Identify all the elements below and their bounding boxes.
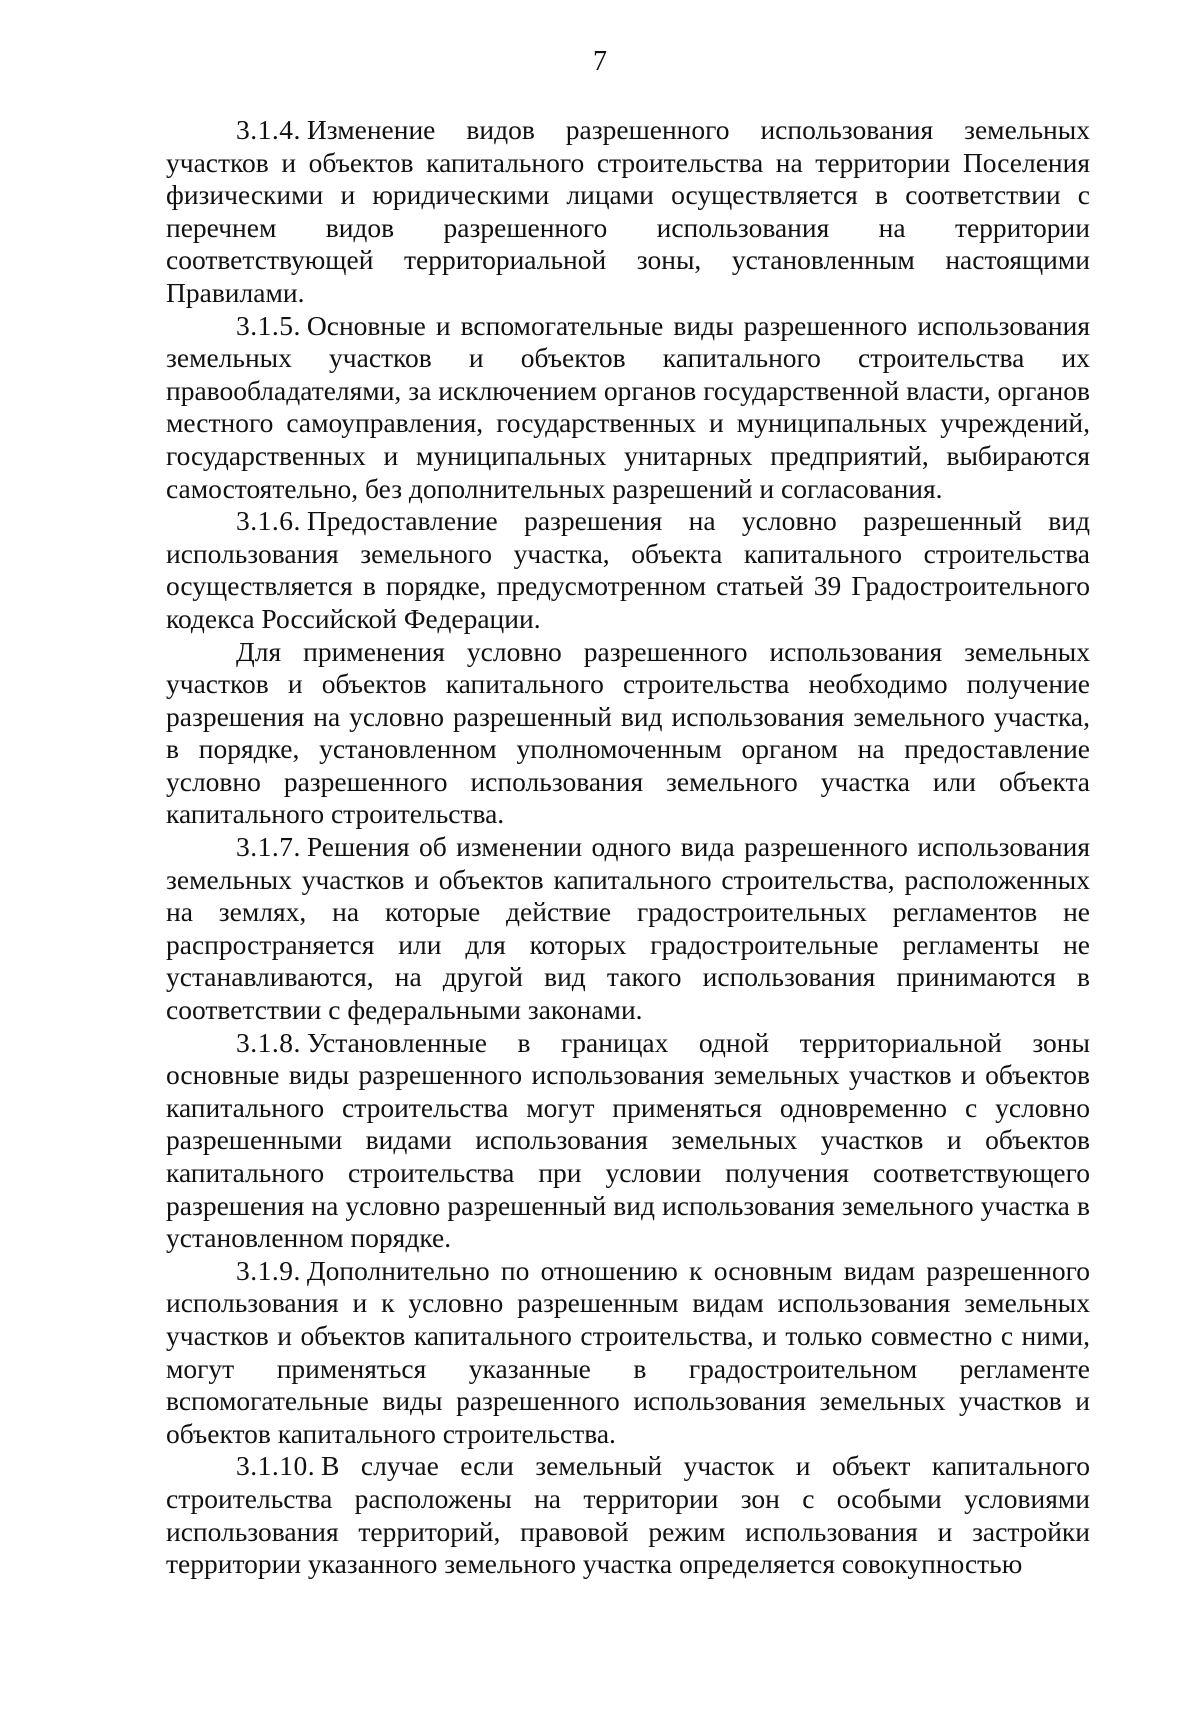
paragraph-text: Предоставление разрешения на условно разрешенный вид использования земельного участка, объекта капитального строительства осуществляется в порядке, предусмотренном статьей 39 Градостроительного кодекса Российской Федерации.: [166, 505, 1090, 634]
paragraph-3-1-4: [166, 114, 1090, 310]
paragraph-3-1-5: [166, 310, 1090, 506]
paragraph-number: 3.1.4.: [236, 114, 301, 145]
paragraph-text: Основные и вспомогательные виды разрешенного использования земельных участков и объектов капитального строительства их правообладателями, за исключением органов государственной власти, органов местного самоуправления, государственных и муниципальных учреждений, государственных и муниципальных унитарных предприятий, выбираются самостоятельно, без дополнительных разрешений и согласования.: [166, 309, 1090, 504]
page-number: 7: [593, 46, 607, 77]
paragraph-number: 3.1.9.: [236, 1254, 301, 1286]
paragraph-number: 3.1.7.: [236, 831, 301, 863]
paragraph-3-1-6-continued: [166, 636, 1090, 832]
paragraph-text: Установленные в границах одной территориальной зоны основные виды разрешенного использования земельных участков и объектов капитального строительства могут применяться одновременно с условно разрешенными видами использования земельных участков и объектов капитального строительства при условии получения соответствующего разрешения на условно разрешенный вид использования земельного участка в установленном порядке.: [166, 1026, 1090, 1254]
paragraph-number: 3.1.8.: [236, 1026, 301, 1058]
paragraph-3-1-6: [166, 505, 1090, 635]
paragraph-number: 3.1.10.: [236, 1450, 316, 1482]
paragraph-number: 3.1.6.: [236, 505, 301, 537]
paragraph-3-1-7: [166, 831, 1090, 1027]
paragraph-text: Дополнительно по отношению к основным видам разрешенного использования и к условно разрешенным видам использования земельных участков и объектов капитального строительства, и только совместно с ними, могут применяться указанные в градостроительном регламенте вспомогательные виды разрешенного использования земельных участков и объектов капитального строительства.: [166, 1254, 1090, 1449]
paragraph-3-1-8: [166, 1027, 1090, 1255]
paragraph-text: В случае если земельный участок и объект капитального строительства расположены на территории зон с особыми условиями использования территорий, правовой режим использования и застройки территории указанного земельного участка определяется совокупностью: [166, 1450, 1090, 1580]
paragraph-3-1-9: [166, 1255, 1090, 1451]
paragraph-text: Изменение видов разрешенного использования земельных участков и объектов капитального строительства на территории Поселения физическими и юридическими лицами осуществляется в соответствии с перечнем видов разрешенного использования на территории соответствующей территориальной зоны, установленным настоящими Правилами.: [166, 114, 1090, 308]
document-body: [166, 114, 1090, 1581]
paragraph-3-1-10: [166, 1450, 1090, 1580]
paragraph-number: 3.1.5.: [236, 309, 301, 341]
paragraph-text: Решения об изменении одного вида разрешенного использования земельных участков и объектов капитального строительства, расположенных на землях, на которые действие градостроительных регламентов не распространяется или для которых градостроительные регламенты не устанавливаются, на другой вид такого использования принимаются в соответствии с федеральными законами.: [166, 831, 1090, 1026]
paragraph-text: Для применения условно разрешенного использования земельных участков и объектов капитального строительства необходимо получение разрешения на условно разрешенный вид использования земельного участка, в порядке, установленном уполномоченным органом на предоставление условно разрешенного использования земельного участка или объекта капитального строительства.: [166, 635, 1090, 830]
